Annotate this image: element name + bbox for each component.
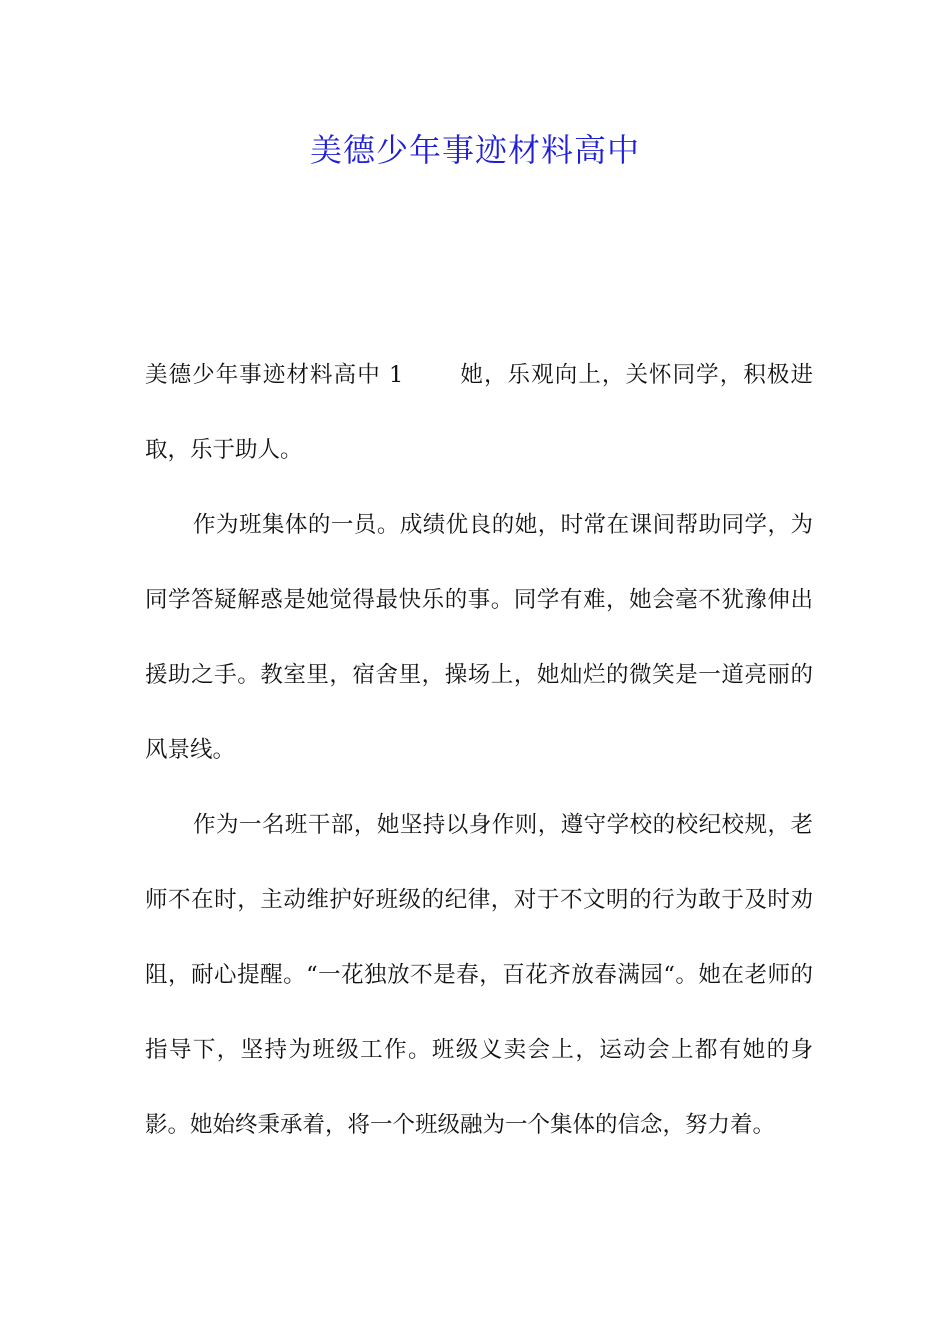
document-title: 美德少年事迹材料高中 <box>309 131 640 169</box>
intro-heading: 美德少年事迹材料高中 1 <box>145 362 404 388</box>
paragraph-1: 作为班集体的一员。成绩优良的她，时常在课间帮助同学，为同学答疑解惑是她觉得最快乐的事。同学有难，她会毫不犹豫伸出援助之手。教室里，宿舍里，操场上，她灿烂的微笑是一道亮丽的风景线。 <box>145 512 813 763</box>
intro-text: 她，乐观向上，关怀同学，积极进取，乐于助人。 <box>145 362 813 463</box>
document-body <box>145 338 813 1163</box>
intro-paragraph <box>145 338 813 488</box>
paragraph-2: 作为一名班干部，她坚持以身作则，遵守学校的校纪校规，老师不在时，主动维护好班级的纪律，对于不文明的行为敢于及时劝阻，耐心提醒。“一花独放不是春，百花齐放春满园“。她在老师的指导下，坚持为班级工作。班级义卖会上，运动会上都有她的身影。她始终秉承着，将一个班级融为一个集体的信念，努力着。 <box>145 812 813 1138</box>
